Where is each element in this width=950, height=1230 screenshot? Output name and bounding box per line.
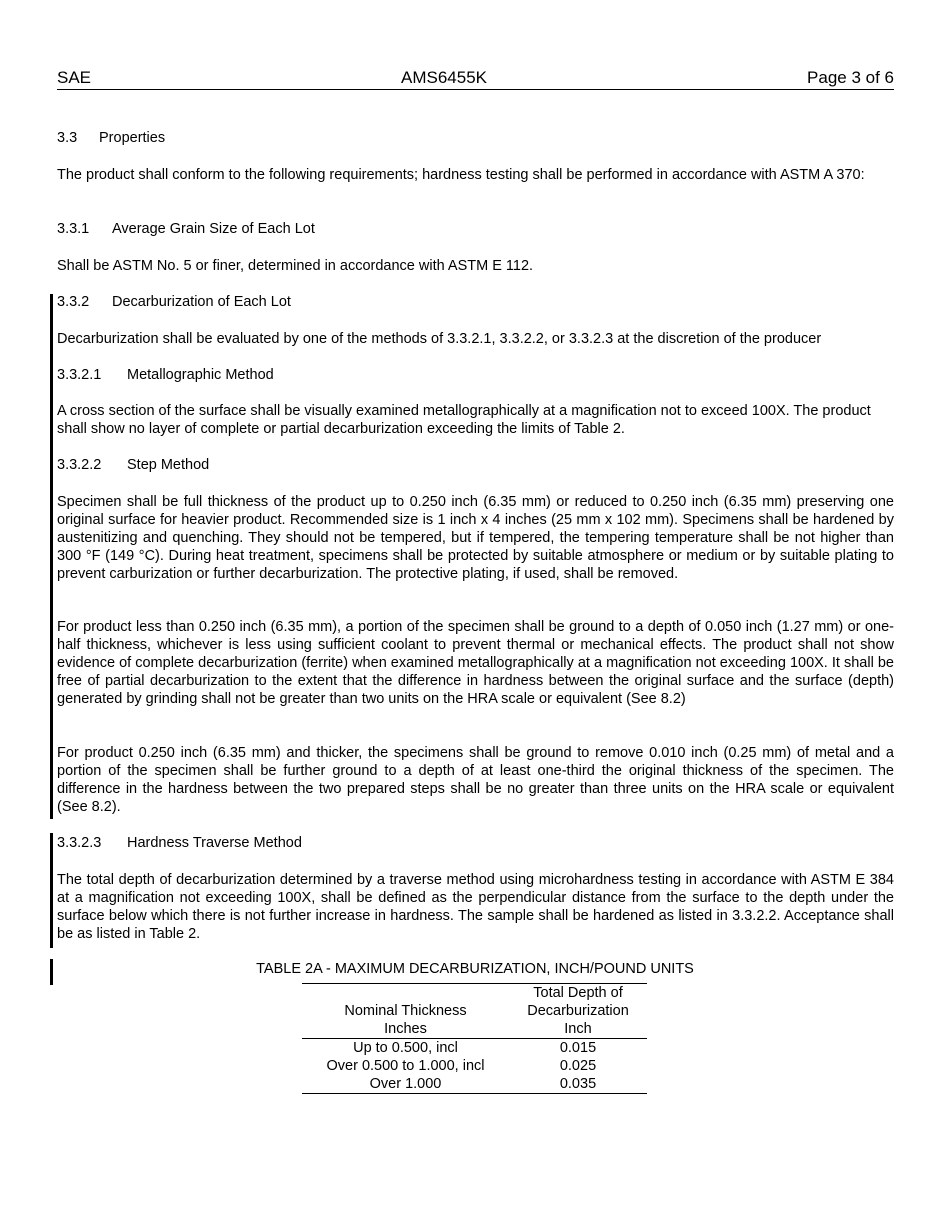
table-row xyxy=(302,1057,647,1075)
cell-thickness: Over 0.500 to 1.000, incl xyxy=(326,1058,485,1074)
section-title: Step Method xyxy=(127,457,210,473)
table-header-row xyxy=(302,984,647,1039)
column-header-thickness: Nominal Thickness Inches xyxy=(344,1003,467,1037)
paragraph-3-3-2: Decarburization shall be evaluated by one of the methods of 3.3.2.1, 3.3.2.2, or 3.3.2.3 at the discretion of the producer xyxy=(57,331,822,347)
section-number: 3.3.1 xyxy=(57,221,90,237)
section-title: Decarburization of Each Lot xyxy=(112,294,291,310)
paragraph-3-3-2-2-c: For product 0.250 inch (6.35 mm) and thicker, the specimens shall be ground to remove 0.010 inch (0.25 mm) of metal and a portion of the specimen shall be further ground to a depth of at least one-third the original thickness of the specimen. The difference in the hardness between the two prepared steps shall be no greater than three units on the HRA scale or equivalent (See 8.2). xyxy=(57,745,894,815)
section-number: 3.3 xyxy=(57,130,78,146)
section-title: Metallographic Method xyxy=(127,367,274,383)
cell-depth: 0.025 xyxy=(559,1058,597,1074)
heading-3-3 xyxy=(57,129,894,147)
heading-3-3-1 xyxy=(57,220,894,238)
cell-depth: 0.035 xyxy=(509,1075,647,1094)
cell-thickness: Over 1.000 xyxy=(302,1075,509,1094)
decarburization-table xyxy=(302,983,647,1094)
header-org: SAE xyxy=(57,68,92,87)
heading-3-3-2-3 xyxy=(57,834,894,852)
heading-3-3-2 xyxy=(57,293,894,311)
heading-3-3-2-2 xyxy=(57,456,894,474)
table-row xyxy=(302,1075,647,1094)
section-title: Properties xyxy=(99,130,166,146)
section-number: 3.3.2.3 xyxy=(57,835,102,851)
cell-thickness: Up to 0.500, incl xyxy=(353,1040,458,1056)
section-number: 3.3.2 xyxy=(57,294,90,310)
change-bar-2 xyxy=(50,833,53,948)
section-number: 3.3.2.2 xyxy=(57,457,102,473)
section-title: Hardness Traverse Method xyxy=(127,835,302,851)
paragraph-3-3: The product shall conform to the following requirements; hardness testing shall be performed in accordance with ASTM A 370: xyxy=(57,167,865,183)
section-title: Average Grain Size of Each Lot xyxy=(112,221,315,237)
paragraph-3-3-1: Shall be ASTM No. 5 or finer, determined in accordance with ASTM E 112. xyxy=(57,258,534,274)
section-number: 3.3.2.1 xyxy=(57,367,102,383)
cell-depth: 0.015 xyxy=(559,1040,597,1056)
paragraph-3-3-2-2-b: For product less than 0.250 inch (6.35 mm), a portion of the specimen shall be ground to a depth of 0.050 inch (1.27 mm) or one-half thickness, whichever is less using sufficient coolant to prevent thermal or mechanical effects. The product shall not show evidence of complete decarburization (ferrite) when examined metallographically at a magnification not exceeding 100X. It shall be free of partial decarburization to the extent that the difference in hardness between the original surface and the surface (depth) generated by grinding shall not be greater than two units on the HRA scale or equivalent (See 8.2) xyxy=(57,619,894,707)
paragraph-3-3-2-2-a: Specimen shall be full thickness of the product up to 0.250 inch (6.35 mm) or reduced to 0.250 inch (6.35 mm) preserving one original surface for heavier product. Recommended size is 1 inch x 4 inches (25 mm x 102 mm). Specimens shall be hardened by austenitizing and quenching. They should not be tempered, but if tempered, the tempering temperature shall be not higher than 300 °F (149 °C). During heat treatment, specimens shall be protected by suitable atmosphere or medium or by suitable plating to prevent carburization or further decarburization. The protective plating, if used, shall be removed. xyxy=(57,494,894,582)
table-row xyxy=(302,1039,647,1058)
heading-3-3-2-1 xyxy=(57,366,894,384)
paragraph-3-3-2-1: A cross section of the surface shall be visually examined metallographically at a magnification not to exceed 100X. The product shall show no layer of complete or partial decarburization exceeding the limits of Table 2. xyxy=(57,403,871,437)
column-header-depth: Total Depth of Decarburization Inch xyxy=(527,985,629,1037)
header-page-number: Page 3 of 6 xyxy=(807,68,894,87)
paragraph-3-3-2-3: The total depth of decarburization determined by a traverse method using microhardness testing in accordance with ASTM E 384 at a magnification not exceeding 100X, shall be defined as the perpendicular distance from the surface to the depth under the surface below which there is not further increase in hardness. The sample shall be hardened as listed in 3.3.2.2. Acceptance shall be as listed in Table 2. xyxy=(57,872,894,942)
change-bar-1 xyxy=(50,294,53,819)
header-doc-number: AMS6455K xyxy=(401,68,487,87)
page-header xyxy=(57,68,894,90)
table-title: TABLE 2A - MAXIMUM DECARBURIZATION, INCH/POUND UNITS xyxy=(256,961,694,977)
